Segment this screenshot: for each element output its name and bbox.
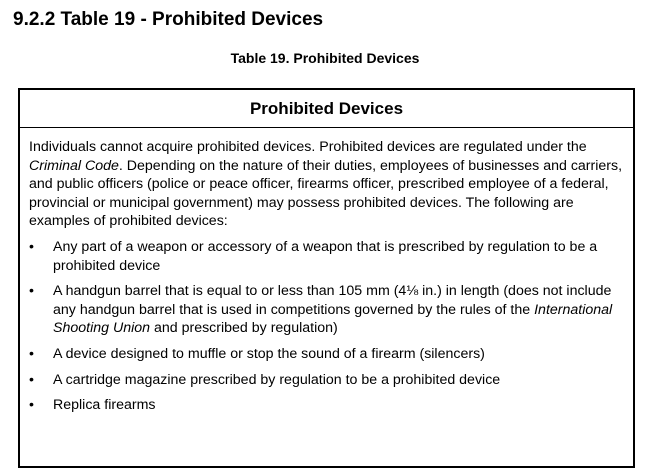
list-item [29,345,624,364]
bullet-icon: • [29,397,34,414]
table-body [20,128,633,415]
list-item-text: A device designed to muffle or stop the sound of a firearm (silencers) [53,345,485,362]
list-item-text: A cartridge magazine prescribed by regulation to be a prohibited device [53,371,501,388]
list-item [29,396,624,415]
intro-text-part2: . Depending on the nature of their duties, employees of businesses and carriers, and public officers (police or peace officer, firearms officer, prescribed employee of a federal, provincial or municipal government) may possess prohibited devices. The following are examples of prohibited devices: [29,157,623,230]
intro-paragraph [29,138,624,231]
list-item-text: Any part of a weapon or accessory of a weapon that is prescribed by regulation to be a prohibited device [53,238,598,274]
section-heading: 9.2.2 Table 19 - Prohibited Devices [13,9,324,30]
list-item [29,238,624,275]
list-item-text: Replica firearms [53,397,156,414]
list-item [29,282,624,338]
intro-text-part1: Individuals cannot acquire prohibited devices. Prohibited devices are regulated under the [29,139,587,155]
prohibited-devices-list [29,238,624,415]
list-item-text-part-b: and prescribed by regulation) [150,320,338,337]
list-item-italic: International Shooting Union [53,301,613,337]
table-header: Prohibited Devices [20,90,633,128]
list-item-text-part-a: A handgun barrel that is equal to or less than 105 mm (4⅛ in.) in length (does not include any handgun barrel that is used in competitions governed by the rules of the [53,283,612,318]
bullet-icon: • [29,345,34,362]
intro-italic-criminal-code: Criminal Code [29,157,119,174]
bullet-icon: • [29,283,34,300]
bullet-icon: • [29,238,34,255]
table-caption: Table 19. Prohibited Devices [230,50,420,66]
list-item [29,371,624,390]
prohibited-devices-table [18,88,635,468]
bullet-icon: • [29,371,34,388]
